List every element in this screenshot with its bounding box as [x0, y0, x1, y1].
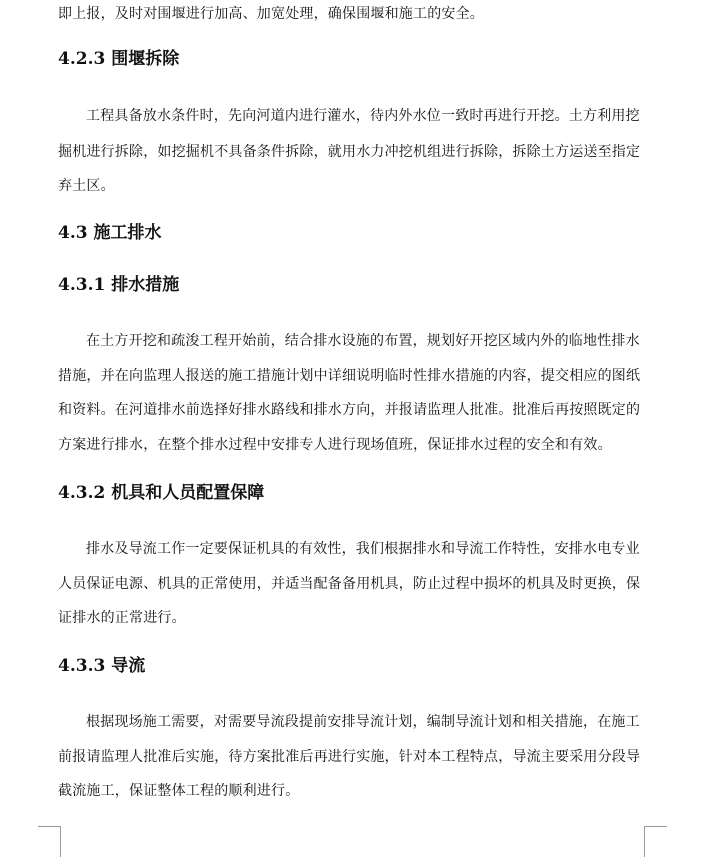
- paragraph-line: 排水及导流工作一定要保证机具的有效性，我们根据排水和导流工作特性，安排水电专业: [86, 541, 640, 557]
- page-corner-mark-left: [38, 826, 61, 857]
- paragraph-line: 人员保证电源、机具的正常使用，并适当配备备用机具，防止过程中损坏的机具及时更换，保: [58, 576, 641, 592]
- paragraph-line: 弃土区。: [58, 178, 115, 194]
- intro-text-line: 即上报，及时对围堰进行加高、加宽处理，确保围堰和施工的安全。: [58, 6, 484, 22]
- paragraph-line: 掘机进行拆除，如挖掘机不具备条件拆除，就用水力冲挖机组进行拆除，拆除土方运送至指定: [58, 144, 641, 160]
- section-heading-4-3-3: 4.3.3 导流: [58, 656, 146, 676]
- paragraph-line: 前报请监理人批准后实施，待方案批准后再进行实施，针对本工程特点，导流主要采用分段导: [58, 749, 641, 765]
- paragraph-line: 根据现场施工需要，对需要导流段提前安排导流计划，编制导流计划和相关措施，在施工: [86, 714, 640, 730]
- paragraph-line: 证排水的正常进行。: [58, 610, 186, 626]
- page-corner-mark-right: [644, 826, 667, 857]
- section-heading-4-2-3: 4.2.3 围堰拆除: [58, 49, 180, 69]
- paragraph-line: 和资料。在河道排水前选择好排水路线和排水方向，并报请监理人批准。批准后再按照既定的: [58, 402, 641, 418]
- section-heading-4-3: 4.3 施工排水: [58, 223, 162, 243]
- paragraph-line: 方案进行排水，在整个排水过程中安排专人进行现场值班，保证排水过程的安全和有效。: [58, 437, 612, 453]
- paragraph-line: 截流施工，保证整体工程的顺利进行。: [58, 783, 300, 799]
- paragraph-line: 在土方开挖和疏浚工程开始前，结合排水设施的布置，规划好开挖区域内外的临地性排水: [86, 333, 640, 349]
- paragraph-line: 工程具备放水条件时，先向河道内进行灌水，待内外水位一致时再进行开挖。土方利用挖: [86, 108, 640, 124]
- section-heading-4-3-2: 4.3.2 机具和人员配置保障: [58, 483, 265, 503]
- section-heading-4-3-1: 4.3.1 排水措施: [58, 275, 180, 295]
- paragraph-line: 措施，并在向监理人报送的施工措施计划中详细说明临时性排水措施的内容，提交相应的图纸: [58, 368, 641, 384]
